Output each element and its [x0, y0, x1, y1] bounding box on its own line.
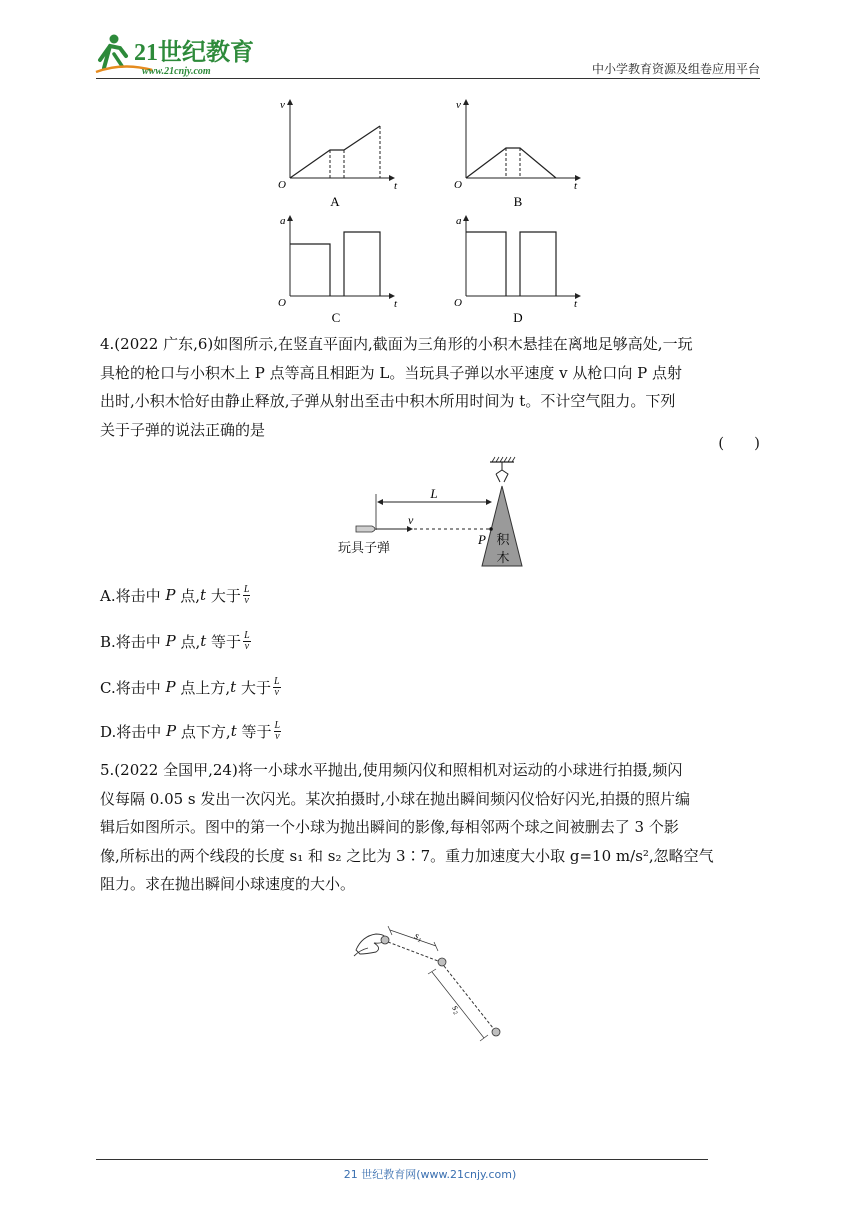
logo-text: 21世纪教育	[134, 40, 254, 66]
footer-link[interactable]: 21 世纪教育网(www.21cnjy.com)	[343, 1168, 517, 1181]
q5-line-3: 辑后如图所示。图中的第一个小球为抛出瞬间的影像,每相邻两个球之间被删去了 3 个影	[100, 818, 679, 836]
block-label-1: 积	[496, 532, 510, 547]
q4-line-1: 4.(2022 广东,6)如图所示,在竖直平面内,截面为三角形的小积木悬挂在离地足够高处,一玩	[100, 335, 693, 353]
projectile-photo-figure	[352, 926, 512, 1052]
option-b[interactable]: B.将击中 P 点, t 等于 $\frac{L}{v}$	[100, 629, 250, 652]
ball-3	[492, 1028, 500, 1036]
q5-line-5: 阻力。求在抛出瞬间小球速度的大小。	[100, 875, 356, 893]
bullet-label: 玩具子弹	[338, 540, 391, 555]
question-4-text	[100, 330, 762, 444]
fraction-L-over-v: $\frac{L}{v}$	[273, 675, 280, 698]
option-d[interactable]: D.将击中 P 点下方, t 等于 $\frac{L}{v}$	[100, 719, 281, 742]
graph-c	[278, 215, 398, 324]
q4-line-3: 出时,小积木恰好由静止释放,子弹从射出至击中积木所用时间为 t。不计空气阻力。下列	[100, 392, 676, 410]
motion-graphs-figure	[270, 92, 600, 324]
s1-label: s₁	[412, 930, 424, 944]
origin-label: O	[454, 179, 462, 191]
ball-1	[381, 936, 389, 944]
q5-line-4: 像,所标出的两个线段的长度 s₁ 和 s₂ 之比为 3∶7。重力加速度大小取 g=10 m/s²,忽略空气	[100, 846, 714, 865]
fraction-L-over-v: $\frac{L}{v}$	[244, 629, 250, 652]
footer-divider	[96, 1159, 708, 1160]
origin-label: O	[278, 297, 286, 309]
site-logo	[92, 30, 262, 78]
s2-label: s₂	[449, 1003, 463, 1016]
q4-line-2: 具枪的枪口与小积木上 P 点等高且相距为 L。当玩具子弹以水平速度 v 从枪口向 P 点射	[100, 363, 683, 382]
origin-label: O	[278, 179, 286, 191]
block-label-2: 木	[496, 550, 510, 565]
axis-v-label: v	[280, 99, 285, 111]
axis-v-label: v	[456, 99, 461, 111]
header-divider	[96, 78, 760, 79]
bullet-block-figure	[334, 456, 534, 574]
axis-a-label: a	[456, 215, 462, 227]
axis-t-label: t	[394, 180, 398, 192]
q4-line-4: 关于子弹的说法正确的是	[100, 420, 266, 439]
question-5-text	[100, 756, 762, 899]
graph-d	[454, 215, 580, 324]
graph-label-c: C	[331, 310, 341, 324]
q5-line-2: 仪每隔 0.05 s 发出一次闪光。某次拍摄时,小球在抛出瞬间频闪仪恰好闪光,拍摄的照片编	[100, 789, 690, 808]
velocity-v-label: v	[408, 513, 414, 527]
graph-label-d: D	[513, 310, 523, 324]
graph-label-b: B	[513, 194, 523, 209]
logo-url: www.21cnjy.com	[142, 66, 211, 77]
graph-a	[278, 99, 398, 209]
axis-t-label: t	[394, 298, 398, 310]
fraction-L-over-v: $\frac{L}{v}$	[243, 583, 250, 606]
axis-t-label: t	[574, 180, 578, 192]
graph-label-a: A	[330, 194, 340, 209]
q5-line-1: 5.(2022 全国甲,24)将一小球水平抛出,使用频闪仪和照相机对运动的小球进行拍摄,频闪	[100, 761, 683, 779]
distance-L-label: L	[430, 486, 438, 501]
fraction-L-over-v: $\frac{L}{v}$	[274, 719, 281, 742]
axis-t-label: t	[574, 298, 578, 310]
header-tagline: 中小学教育资源及组卷应用平台	[591, 62, 760, 76]
axis-a-label: a	[280, 215, 286, 227]
ball-2	[438, 958, 446, 966]
option-c[interactable]: C.将击中 P 点上方, t 大于 $\frac{L}{v}$	[100, 675, 280, 698]
option-a[interactable]: A.将击中 P 点, t 大于 $\frac{L}{v}$	[100, 583, 250, 606]
origin-label: O	[454, 297, 462, 309]
bullet-icon	[356, 526, 375, 532]
answer-bracket: ( )	[718, 434, 760, 452]
point-P-label: P	[478, 532, 486, 547]
graph-b	[454, 99, 580, 209]
